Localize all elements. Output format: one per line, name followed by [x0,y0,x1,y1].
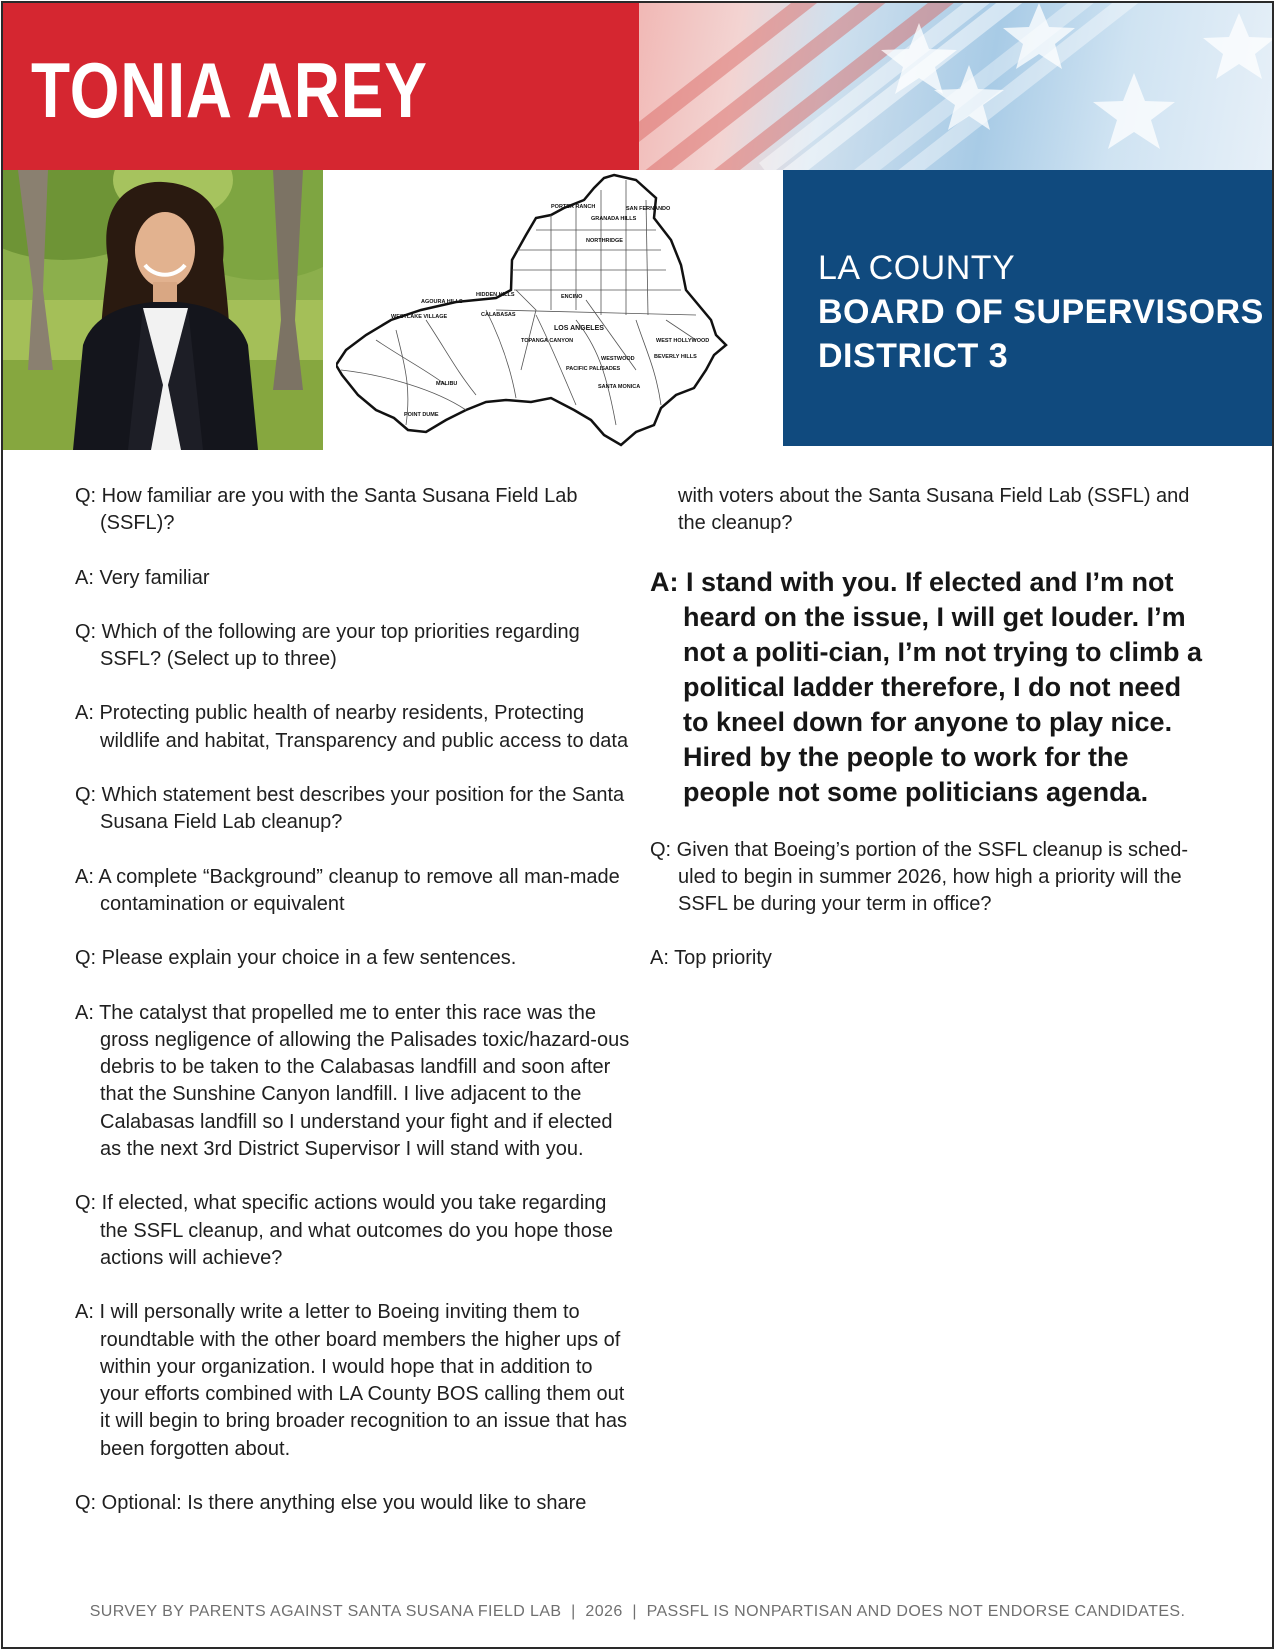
map-label: LOS ANGELES [554,325,604,332]
office-box [783,170,1272,446]
map-label: TOPANGA CANYON [521,338,574,344]
star-icon [639,3,1272,170]
footer: SURVEY BY PARENTS AGAINST SANTA SUSANA FIELD LAB | 2026 | PASSFL IS NONPARTISAN AND DOES NOT ENDORSE CANDIDATES. [89,1603,1186,1620]
question-optional-continued: with voters about the Santa Susana Field Lab (SSFL) and the cleanup? [678,485,1190,535]
map-label: SANTA MONICA [598,384,641,390]
answer-position: A: A complete “Background” cleanup to remove all man-made contamination or equivalent [75,865,620,915]
question-familiarity: Q: How familiar are you with the Santa Susana Field Lab (SSFL)? [75,485,578,535]
question-actions: Q: If elected, what specific actions would you take regarding the SSFL cleanup, and what outcomes do you hope those actions will achieve? [75,1192,613,1269]
answer-optional: A: I stand with you. If elected and I’m not heard on the issue, I will get louder. I’m not a politi-cian, I’m not trying to climb a political ladder therefore, I do not need to kneel down for anyone to play nice. Hired by the people to work for the people not some politicians agenda. [650,566,1203,807]
name-banner [3,3,639,170]
question-explain: Q: Please explain your choice in a few sentences. [75,947,517,970]
answer-actions: A: I will personally write a letter to Boeing inviting them to roundtable with the other board members the higher ups of within your organization. I would hope that in addition to your efforts combined with LA County BOS calling them out it will begin to bring broader recognition to an issue that has been forgotten about. [75,1301,627,1460]
map-label: PORTER RANCH [551,204,596,210]
question-position: Q: Which statement best describes your position for the Santa Susana Field Lab cleanup? [75,784,625,834]
question-timeline: Q: Given that Boeing’s portion of the SSFL cleanup is sched-uled to begin in summer 2026, how high a priority will the SSFL be during your term in office? [650,838,1189,916]
answer-familiarity: A: Very familiar [75,566,210,589]
answer-priorities: A: Protecting public health of nearby residents, Protecting wildlife and habitat, Transparency and public access to data [75,702,629,752]
map-label: HIDDEN HILLS [476,292,515,298]
map-label: WESTLAKE VILLAGE [391,314,448,320]
office-district: DISTRICT 3 [818,337,1009,375]
office-board: BOARD OF SUPERVISORS [818,293,1264,331]
map-label: AGOURA HILLS [421,299,463,305]
map-label: WESTWOOD [601,356,635,362]
qa-left-column [75,483,633,1544]
map-label: NORTHRIDGE [586,238,623,244]
map-label: ENCINO [561,294,583,300]
flag-banner [639,3,1272,170]
answer-explain: A: The catalyst that propelled me to enter this race was the gross negligence of allowing the Palisades toxic/hazard-ous debris to be taken to the Calabasas landfill and soon after that the Sunshine Canyon landfill. I live adjacent to the Calabasas landfill so I understand your fight and if elected as the next 3rd District Supervisor I will stand with you. [75,1001,630,1161]
candidate-photo [3,170,323,450]
map-label: MALIBU [436,381,458,387]
question-priorities: Q: Which of the following are your top priorities regarding SSFL? (Select up to three) [75,620,580,671]
map-label: SAN FERNANDO [626,206,671,212]
map-label: POINT DUME [404,412,439,418]
district-map [336,170,764,452]
map-label: BEVERLY HILLS [654,354,697,360]
candidate-name: TONIA AREY [31,46,428,134]
map-label: CALABASAS [481,312,516,318]
question-optional: Q: Optional: Is there anything else you would like to share [75,1492,587,1515]
answer-timeline: A: Top priority [650,947,772,970]
map-label: WEST HOLLYWOOD [656,338,710,344]
map-label: PACIFIC PALISADES [566,366,621,372]
office-county: LA COUNTY [818,249,1016,287]
map-label: GRANADA HILLS [591,216,637,222]
qa-right-column [650,483,1210,1000]
